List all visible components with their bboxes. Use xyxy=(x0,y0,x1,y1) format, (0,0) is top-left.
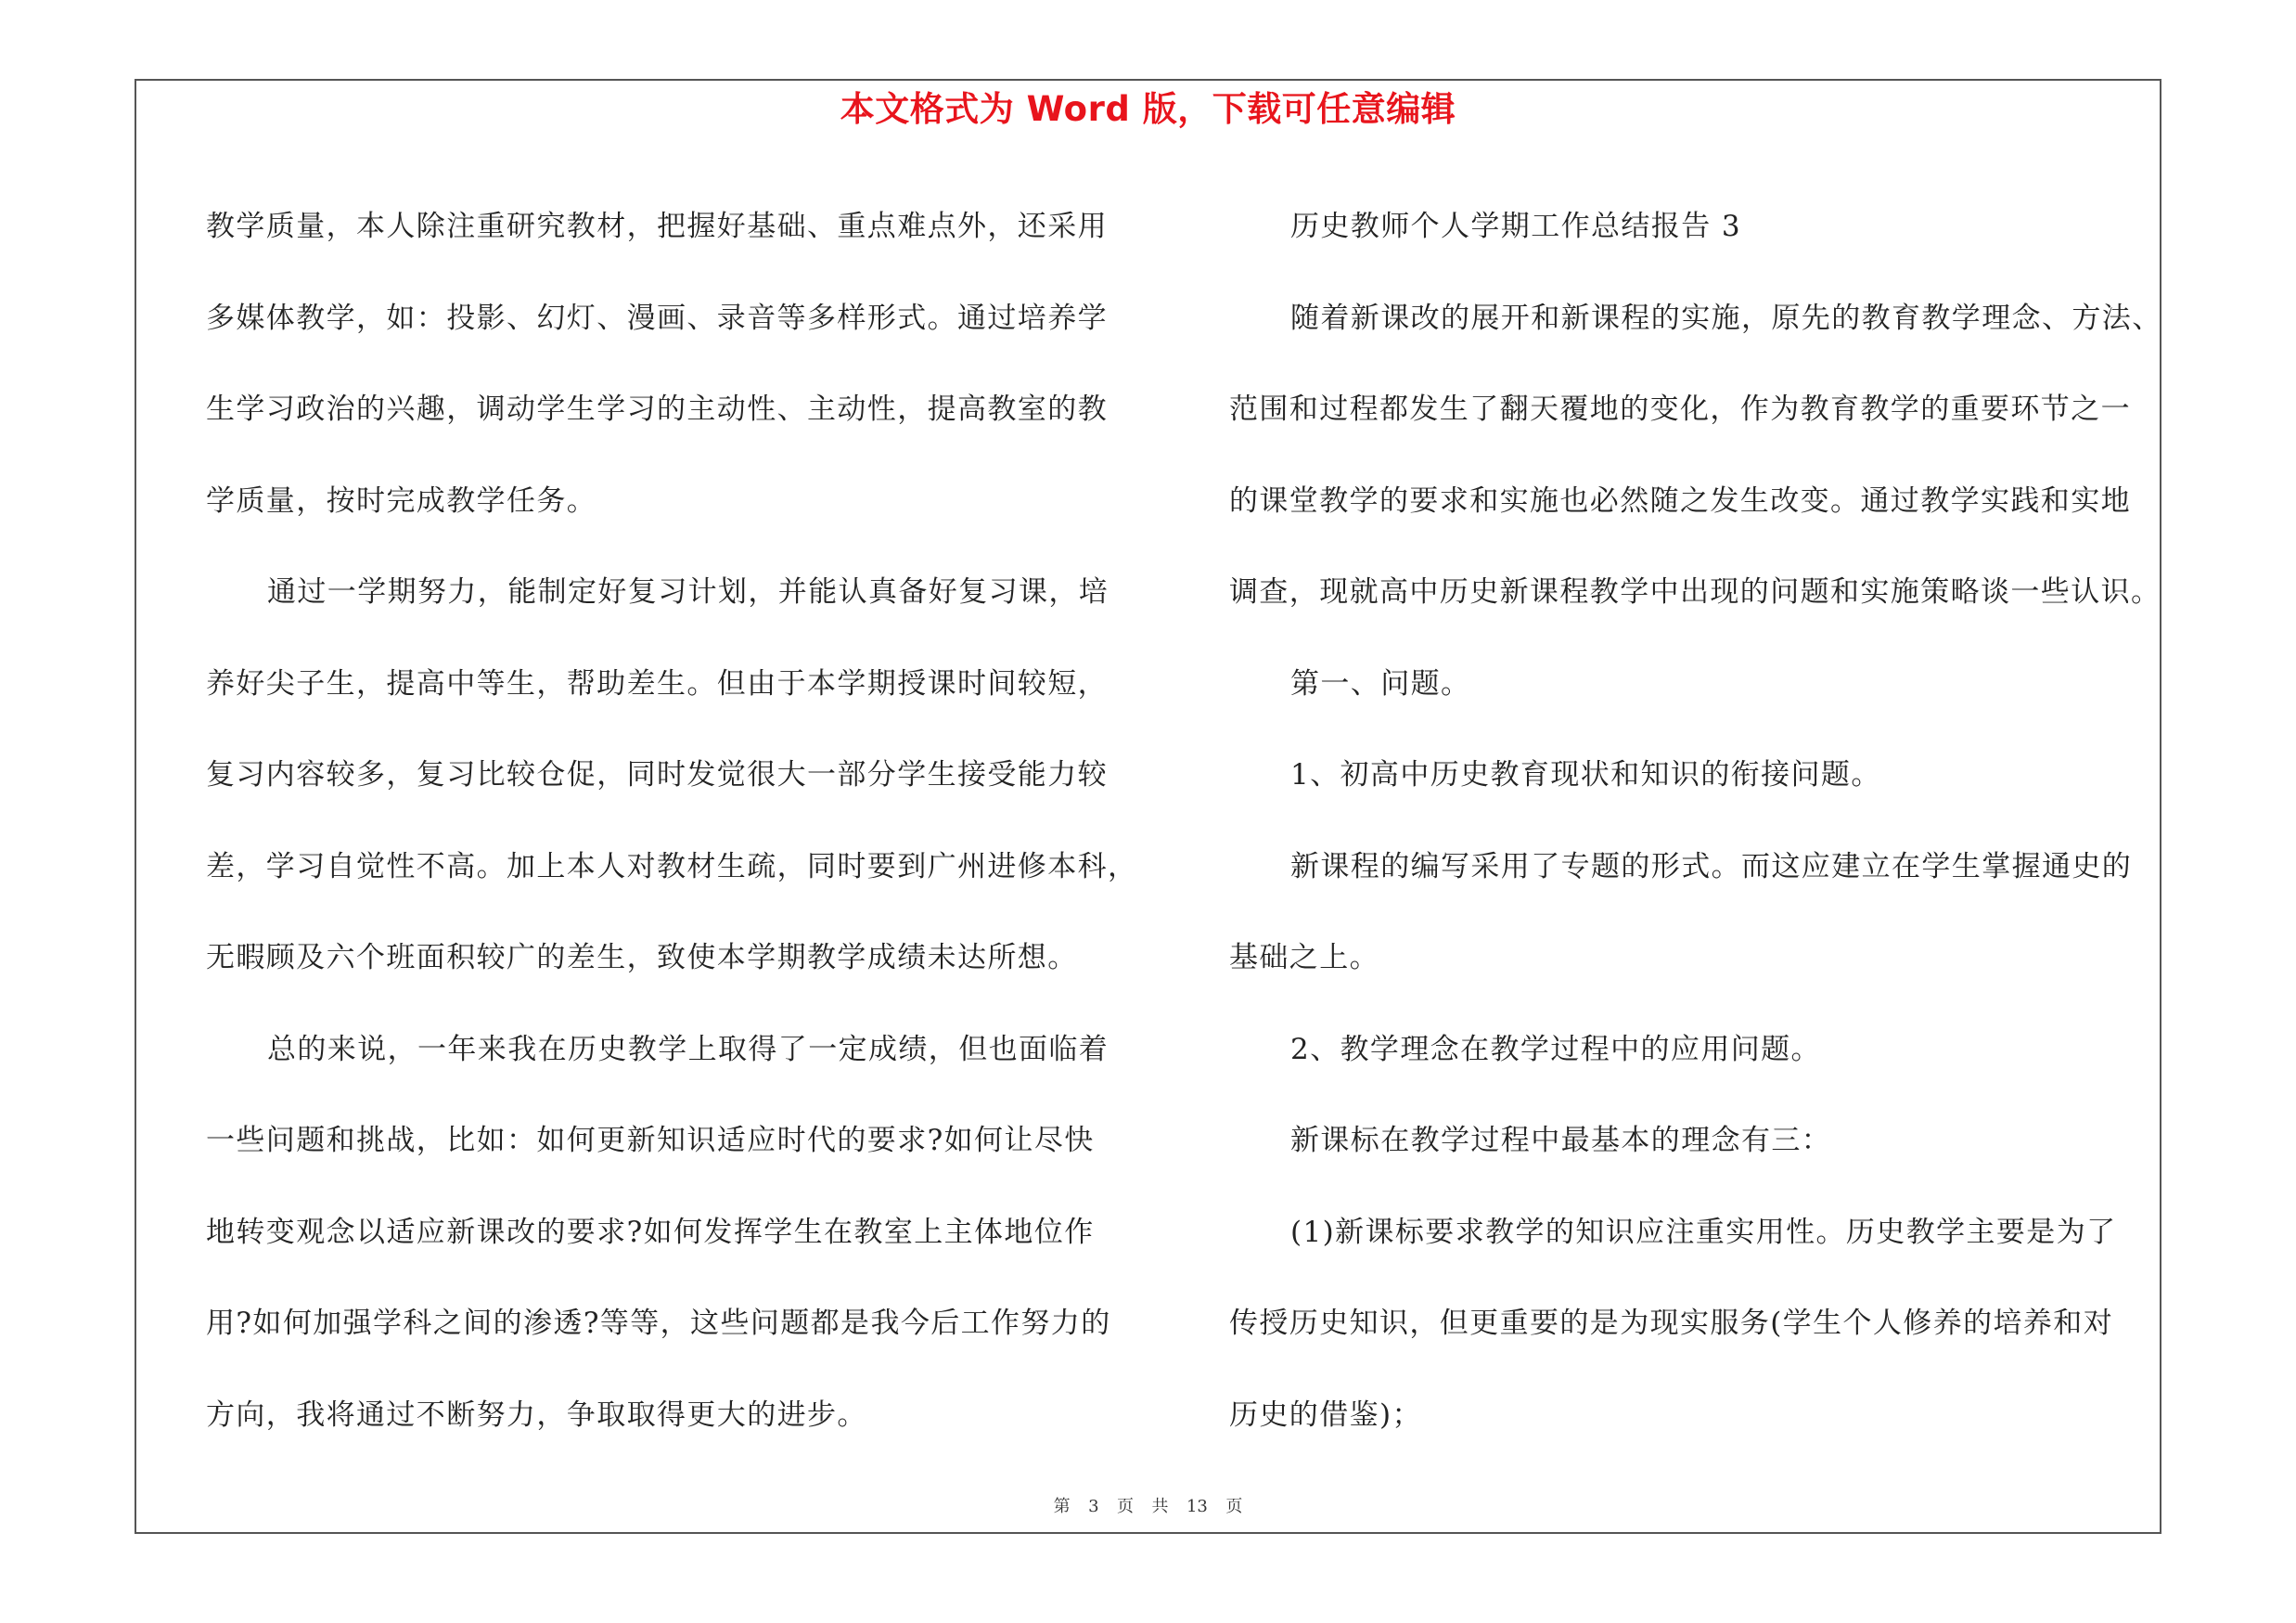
text-line: 新课程的编写采用了专题的形式。而这应建立在学生掌握通史的 xyxy=(1290,849,2133,883)
text-line: 复习内容较多，复习比较仓促，同时发觉很大一部分学生接受能力较 xyxy=(206,758,1108,792)
text-line: 地转变观念以适应新课改的要求?如何发挥学生在教室上主体地位作 xyxy=(206,1215,1095,1249)
footer-total-prefix: 共 xyxy=(1151,1497,1169,1516)
text-line: 总的来说，一年来我在历史教学上取得了一定成绩，但也面临着 xyxy=(267,1032,1110,1066)
text-line: 历史的借鉴)； xyxy=(1229,1398,1422,1432)
text-line: 一些问题和挑战，比如：如何更新知识适应时代的要求?如何让尽快 xyxy=(206,1124,1095,1157)
text-line: 方向，我将通过不断努力，争取取得更大的进步。 xyxy=(206,1398,867,1432)
footer-current-page: 3 xyxy=(1088,1497,1099,1516)
text-line: 用?如何加强学科之间的渗透?等等，这些问题都是我今后工作努力的 xyxy=(206,1307,1111,1340)
text-line: 随着新课改的展开和新课程的实施，原先的教育教学理念、方法、 xyxy=(1290,301,2162,335)
text-line: 第一、问题。 xyxy=(1290,666,1471,701)
text-line: 教学质量，本人除注重研究教材，把握好基础、重点难点外，还采用 xyxy=(206,210,1108,243)
text-line: 养好尖子生，提高中等生，帮助差生。但由于本学期授课时间较短， xyxy=(206,666,1108,701)
text-line: 历史教师个人学期工作总结报告 3 xyxy=(1290,210,1741,243)
footer-prefix: 第 xyxy=(1053,1497,1071,1516)
text-line: (1)新课标要求教学的知识应注重实用性。历史教学主要是为了 xyxy=(1290,1215,2117,1249)
text-line: 多媒体教学，如：投影、幻灯、漫画、录音等多样形式。通过培养学 xyxy=(206,301,1108,335)
text-line: 的课堂教学的要求和实施也必然随之发生改变。通过教学实践和实地 xyxy=(1229,483,2131,518)
page-footer xyxy=(0,1496,2296,1518)
text-line: 学质量，按时完成教学任务。 xyxy=(206,483,597,518)
text-line: 2、教学理念在教学过程中的应用问题。 xyxy=(1290,1032,1821,1066)
right-text-column xyxy=(1229,181,2166,1461)
text-line: 新课标在教学过程中最基本的理念有三： xyxy=(1290,1124,1832,1157)
footer-total-pages: 13 xyxy=(1186,1497,1208,1516)
text-line: 通过一学期努力，能制定好复习计划，并能认真备好复习课，培 xyxy=(267,575,1110,609)
text-line: 范围和过程都发生了翻天覆地的变化，作为教育教学的重要环节之一 xyxy=(1229,393,2131,426)
text-line: 传授历史知识，但更重要的是为现实服务(学生个人修养的培养和对 xyxy=(1229,1307,2114,1340)
footer-page-word: 页 xyxy=(1117,1497,1135,1516)
text-line: 生学习政治的兴趣，调动学生学习的主动性、主动性，提高教室的教 xyxy=(206,393,1108,426)
text-line: 基础之上。 xyxy=(1229,941,1379,974)
text-line: 差，学习自觉性不高。加上本人对教材生疏，同时要到广州进修本科， xyxy=(206,849,1138,883)
left-text-column xyxy=(206,181,1143,1461)
text-line: 无暇顾及六个班面积较广的差生，致使本学期教学成绩未达所想。 xyxy=(206,941,1078,974)
footer-suffix: 页 xyxy=(1225,1497,1243,1516)
text-line: 调查，现就高中历史新课程教学中出现的问题和实施策略谈一些认识。 xyxy=(1229,575,2161,609)
editable-notice-banner: 本文格式为 Word 版，下载可任意编辑 xyxy=(840,89,1456,129)
text-line: 1、初高中历史教育现状和知识的衔接问题。 xyxy=(1290,758,1881,792)
